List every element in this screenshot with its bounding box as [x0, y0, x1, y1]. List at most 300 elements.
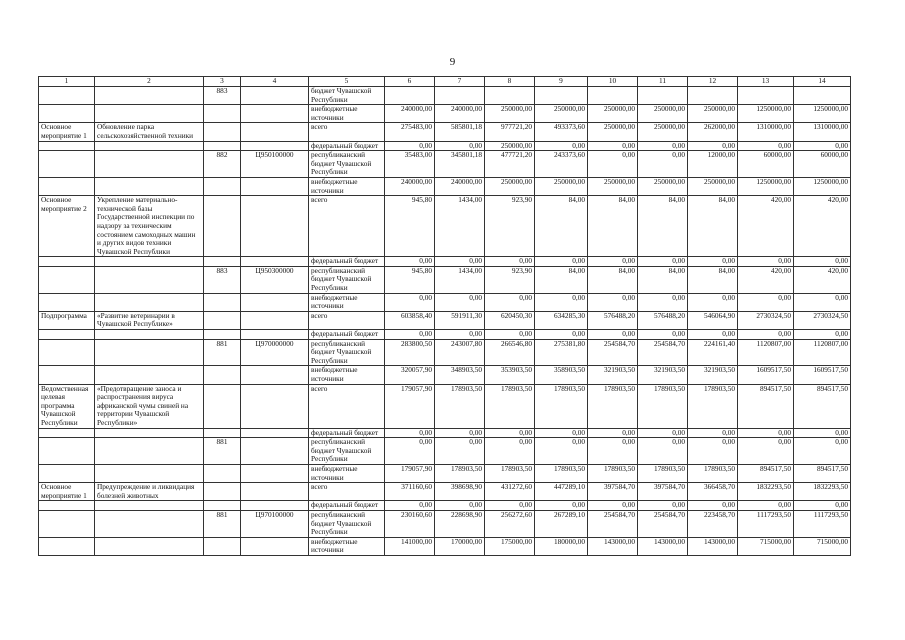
amount-cell: 180000,00 — [535, 537, 588, 555]
funding-source-cell: внебюджетные источники — [309, 366, 385, 384]
admin-code-cell — [204, 141, 241, 151]
table-row — [39, 501, 851, 511]
amount-cell — [738, 87, 794, 105]
budget-table — [38, 76, 851, 556]
table-row — [39, 177, 851, 195]
amount-cell: 60000,00 — [738, 151, 794, 178]
admin-code-cell — [204, 537, 241, 555]
amount-cell: 175000,00 — [485, 537, 535, 555]
amount-cell: 0,00 — [638, 257, 688, 267]
amount-cell: 0,00 — [794, 141, 851, 151]
admin-code-cell: 883 — [204, 87, 241, 105]
amount-cell: 0,00 — [688, 330, 738, 340]
measure-type-cell — [39, 177, 95, 195]
funding-source-cell: всего — [309, 483, 385, 501]
amount-cell: 894517,50 — [738, 464, 794, 482]
funding-source-cell: федеральный бюджет — [309, 257, 385, 267]
amount-cell: 0,00 — [794, 438, 851, 465]
funding-source-cell: республиканский бюджет Чувашской Республики — [309, 339, 385, 366]
measure-type-cell — [39, 257, 95, 267]
table-row — [39, 537, 851, 555]
amount-cell: 84,00 — [588, 196, 638, 257]
measure-name-cell — [95, 366, 204, 384]
amount-cell: 420,00 — [738, 266, 794, 293]
amount-cell: 250000,00 — [638, 123, 688, 141]
amount-cell: 431272,60 — [485, 483, 535, 501]
amount-cell: 397584,70 — [638, 483, 688, 501]
amount-cell: 254584,70 — [638, 339, 688, 366]
amount-cell: 0,00 — [794, 293, 851, 311]
measure-name-cell — [95, 266, 204, 293]
table-row — [39, 105, 851, 123]
admin-code-cell — [204, 196, 241, 257]
amount-cell: 178903,50 — [638, 384, 688, 428]
amount-cell: 321903,50 — [688, 366, 738, 384]
amount-cell: 620450,30 — [485, 311, 535, 329]
measure-name-cell — [95, 177, 204, 195]
amount-cell: 0,00 — [535, 293, 588, 311]
measure-type-cell — [39, 293, 95, 311]
measure-type-cell: Основное мероприятие 2 — [39, 196, 95, 257]
target-code-cell — [241, 537, 309, 555]
amount-cell: 178903,50 — [535, 384, 588, 428]
amount-cell: 945,80 — [385, 196, 435, 257]
amount-cell: 0,00 — [535, 501, 588, 511]
amount-cell: 0,00 — [588, 330, 638, 340]
amount-cell: 0,00 — [794, 501, 851, 511]
funding-source-cell: всего — [309, 311, 385, 329]
admin-code-cell — [204, 464, 241, 482]
amount-cell: 1250000,00 — [738, 105, 794, 123]
amount-cell — [385, 87, 435, 105]
funding-source-cell: федеральный бюджет — [309, 330, 385, 340]
amount-cell: 0,00 — [535, 428, 588, 438]
amount-cell: 0,00 — [688, 257, 738, 267]
admin-code-cell — [204, 257, 241, 267]
measure-name-cell — [95, 339, 204, 366]
amount-cell: 230160,60 — [385, 510, 435, 537]
amount-cell: 715000,00 — [738, 537, 794, 555]
amount-cell: 250000,00 — [638, 177, 688, 195]
target-code-cell — [241, 438, 309, 465]
amount-cell: 250000,00 — [485, 105, 535, 123]
target-code-cell — [241, 483, 309, 501]
measure-name-cell — [95, 501, 204, 511]
measure-type-cell — [39, 438, 95, 465]
amount-cell: 0,00 — [385, 501, 435, 511]
amount-cell: 894517,50 — [738, 384, 794, 428]
amount-cell: 0,00 — [638, 428, 688, 438]
admin-code-cell — [204, 330, 241, 340]
amount-cell: 250000,00 — [688, 177, 738, 195]
amount-cell: 243007,80 — [435, 339, 485, 366]
measure-type-cell: Ведомственная целевая программа Чувашской Республики — [39, 384, 95, 428]
funding-source-cell: всего — [309, 384, 385, 428]
funding-source-cell: республиканский бюджет Чувашской Республики — [309, 266, 385, 293]
column-number: 4 — [241, 77, 309, 87]
amount-cell: 0,00 — [638, 151, 688, 178]
table-row — [39, 366, 851, 384]
amount-cell: 143000,00 — [638, 537, 688, 555]
table-row — [39, 510, 851, 537]
amount-cell: 0,00 — [638, 141, 688, 151]
amount-cell: 585801,18 — [435, 123, 485, 141]
amount-cell: 0,00 — [588, 151, 638, 178]
amount-cell: 240000,00 — [385, 177, 435, 195]
amount-cell: 0,00 — [385, 293, 435, 311]
amount-cell: 178903,50 — [535, 464, 588, 482]
amount-cell: 0,00 — [688, 438, 738, 465]
amount-cell: 224161,40 — [688, 339, 738, 366]
amount-cell: 267289,10 — [535, 510, 588, 537]
amount-cell: 1117293,50 — [794, 510, 851, 537]
amount-cell: 0,00 — [385, 257, 435, 267]
column-number-row — [39, 77, 851, 87]
amount-cell: 266546,80 — [485, 339, 535, 366]
amount-cell: 250000,00 — [588, 105, 638, 123]
measure-name-cell — [95, 293, 204, 311]
amount-cell: 178903,50 — [638, 464, 688, 482]
target-code-cell: Ц950100000 — [241, 151, 309, 178]
admin-code-cell — [204, 483, 241, 501]
amount-cell: 923,90 — [485, 266, 535, 293]
amount-cell: 1832293,50 — [738, 483, 794, 501]
column-number: 7 — [435, 77, 485, 87]
column-number: 8 — [485, 77, 535, 87]
measure-name-cell — [95, 510, 204, 537]
amount-cell: 345801,18 — [435, 151, 485, 178]
amount-cell: 0,00 — [435, 428, 485, 438]
amount-cell: 397584,70 — [588, 483, 638, 501]
table-row — [39, 293, 851, 311]
table-row — [39, 141, 851, 151]
page-number: 9 — [449, 56, 456, 68]
amount-cell: 240000,00 — [435, 177, 485, 195]
amount-cell: 0,00 — [738, 428, 794, 438]
amount-cell: 250000,00 — [485, 141, 535, 151]
measure-name-cell — [95, 438, 204, 465]
amount-cell: 0,00 — [435, 438, 485, 465]
amount-cell: 0,00 — [435, 330, 485, 340]
column-number: 12 — [688, 77, 738, 87]
amount-cell: 254584,70 — [588, 339, 638, 366]
amount-cell: 576488,20 — [638, 311, 688, 329]
amount-cell: 250000,00 — [535, 177, 588, 195]
measure-name-cell — [95, 537, 204, 555]
measure-type-cell — [39, 501, 95, 511]
amount-cell: 447289,10 — [535, 483, 588, 501]
funding-source-cell: всего — [309, 123, 385, 141]
measure-name-cell — [95, 428, 204, 438]
amount-cell: 0,00 — [588, 141, 638, 151]
measure-name-cell — [95, 105, 204, 123]
amount-cell: 35483,00 — [385, 151, 435, 178]
table-row — [39, 330, 851, 340]
amount-cell: 141000,00 — [385, 537, 435, 555]
funding-source-cell: внебюджетные источники — [309, 537, 385, 555]
amount-cell: 576488,20 — [588, 311, 638, 329]
measure-type-cell — [39, 464, 95, 482]
amount-cell: 0,00 — [688, 141, 738, 151]
amount-cell: 0,00 — [535, 330, 588, 340]
amount-cell: 0,00 — [688, 428, 738, 438]
column-number: 6 — [385, 77, 435, 87]
amount-cell: 0,00 — [794, 330, 851, 340]
amount-cell: 591911,30 — [435, 311, 485, 329]
target-code-cell — [241, 257, 309, 267]
measure-name-cell: Укрепление материально-технической базы Государственной инспекции по надзору за техническим состоянием самоходных машин и других видов техники Чувашской Республики — [95, 196, 204, 257]
amount-cell: 0,00 — [535, 257, 588, 267]
target-code-cell — [241, 501, 309, 511]
admin-code-cell — [204, 428, 241, 438]
amount-cell: 256272,60 — [485, 510, 535, 537]
amount-cell: 143000,00 — [688, 537, 738, 555]
column-number: 11 — [638, 77, 688, 87]
amount-cell: 178903,50 — [485, 464, 535, 482]
admin-code-cell: 883 — [204, 266, 241, 293]
amount-cell: 179057,90 — [385, 464, 435, 482]
amount-cell: 250000,00 — [588, 123, 638, 141]
admin-code-cell: 881 — [204, 510, 241, 537]
target-code-cell — [241, 87, 309, 105]
admin-code-cell — [204, 177, 241, 195]
amount-cell: 0,00 — [588, 428, 638, 438]
amount-cell: 0,00 — [435, 257, 485, 267]
table-row — [39, 428, 851, 438]
amount-cell: 348903,50 — [435, 366, 485, 384]
amount-cell — [485, 87, 535, 105]
amount-cell: 84,00 — [688, 196, 738, 257]
funding-source-cell: республиканский бюджет Чувашской Республики — [309, 510, 385, 537]
amount-cell: 358903,50 — [535, 366, 588, 384]
amount-cell: 243373,60 — [535, 151, 588, 178]
amount-cell: 321903,50 — [588, 366, 638, 384]
funding-source-cell: внебюджетные источники — [309, 177, 385, 195]
amount-cell: 0,00 — [485, 330, 535, 340]
target-code-cell — [241, 141, 309, 151]
amount-cell: 603858,40 — [385, 311, 435, 329]
column-number: 14 — [794, 77, 851, 87]
amount-cell: 84,00 — [535, 196, 588, 257]
amount-cell: 894517,50 — [794, 384, 851, 428]
amount-cell: 0,00 — [738, 293, 794, 311]
amount-cell: 178903,50 — [588, 464, 638, 482]
amount-cell: 2730324,50 — [738, 311, 794, 329]
column-number: 3 — [204, 77, 241, 87]
measure-type-cell — [39, 105, 95, 123]
target-code-cell: Ц970100000 — [241, 510, 309, 537]
amount-cell: 250000,00 — [535, 105, 588, 123]
funding-source-cell: всего — [309, 196, 385, 257]
amount-cell: 178903,50 — [435, 384, 485, 428]
amount-cell: 1609517,50 — [738, 366, 794, 384]
amount-cell: 170000,00 — [435, 537, 485, 555]
amount-cell: 250000,00 — [638, 105, 688, 123]
amount-cell: 398698,90 — [435, 483, 485, 501]
measure-type-cell — [39, 366, 95, 384]
amount-cell — [638, 87, 688, 105]
admin-code-cell — [204, 384, 241, 428]
measure-type-cell — [39, 510, 95, 537]
table-row — [39, 151, 851, 178]
amount-cell: 1434,00 — [435, 266, 485, 293]
table-row — [39, 196, 851, 257]
amount-cell: 178903,50 — [588, 384, 638, 428]
admin-code-cell — [204, 105, 241, 123]
amount-cell: 894517,50 — [794, 464, 851, 482]
measure-name-cell — [95, 257, 204, 267]
amount-cell: 0,00 — [638, 293, 688, 311]
amount-cell: 0,00 — [794, 428, 851, 438]
measure-name-cell: Обновление парка сельскохозяйственной техники — [95, 123, 204, 141]
amount-cell: 1117293,50 — [738, 510, 794, 537]
table-row — [39, 311, 851, 329]
table-row — [39, 123, 851, 141]
table-row — [39, 384, 851, 428]
target-code-cell — [241, 464, 309, 482]
measure-type-cell — [39, 87, 95, 105]
amount-cell: 0,00 — [385, 428, 435, 438]
column-number: 2 — [95, 77, 204, 87]
target-code-cell: Ц950300000 — [241, 266, 309, 293]
admin-code-cell: 881 — [204, 438, 241, 465]
amount-cell: 0,00 — [738, 257, 794, 267]
amount-cell: 143000,00 — [588, 537, 638, 555]
amount-cell: 178903,50 — [688, 464, 738, 482]
amount-cell: 12000,00 — [688, 151, 738, 178]
amount-cell: 0,00 — [485, 438, 535, 465]
amount-cell: 0,00 — [638, 330, 688, 340]
amount-cell: 250000,00 — [688, 105, 738, 123]
amount-cell: 283800,50 — [385, 339, 435, 366]
amount-cell — [588, 87, 638, 105]
funding-source-cell: федеральный бюджет — [309, 501, 385, 511]
amount-cell: 353903,50 — [485, 366, 535, 384]
amount-cell: 178903,50 — [688, 384, 738, 428]
amount-cell: 0,00 — [638, 501, 688, 511]
measure-type-cell: Подпрограмма — [39, 311, 95, 329]
target-code-cell — [241, 428, 309, 438]
amount-cell: 1832293,50 — [794, 483, 851, 501]
amount-cell: 0,00 — [688, 501, 738, 511]
amount-cell: 84,00 — [588, 266, 638, 293]
amount-cell: 275381,80 — [535, 339, 588, 366]
funding-source-cell: республиканский бюджет Чувашской Республики — [309, 151, 385, 178]
funding-source-cell: бюджет Чувашской Республики — [309, 87, 385, 105]
target-code-cell — [241, 123, 309, 141]
amount-cell: 240000,00 — [435, 105, 485, 123]
measure-type-cell — [39, 537, 95, 555]
admin-code-cell — [204, 293, 241, 311]
amount-cell: 1120807,00 — [794, 339, 851, 366]
amount-cell: 0,00 — [535, 141, 588, 151]
amount-cell: 420,00 — [738, 196, 794, 257]
amount-cell: 0,00 — [385, 438, 435, 465]
amount-cell: 0,00 — [738, 438, 794, 465]
amount-cell: 0,00 — [435, 293, 485, 311]
amount-cell: 0,00 — [588, 257, 638, 267]
admin-code-cell — [204, 311, 241, 329]
amount-cell: 2730324,50 — [794, 311, 851, 329]
amount-cell: 1120807,00 — [738, 339, 794, 366]
amount-cell: 254584,70 — [638, 510, 688, 537]
amount-cell: 1310000,00 — [738, 123, 794, 141]
amount-cell: 0,00 — [385, 141, 435, 151]
admin-code-cell: 881 — [204, 339, 241, 366]
amount-cell: 0,00 — [485, 428, 535, 438]
amount-cell: 0,00 — [485, 501, 535, 511]
measure-type-cell — [39, 151, 95, 178]
amount-cell: 84,00 — [638, 196, 688, 257]
measure-type-cell: Основное мероприятие 1 — [39, 123, 95, 141]
amount-cell: 0,00 — [485, 257, 535, 267]
amount-cell: 0,00 — [385, 330, 435, 340]
amount-cell: 0,00 — [738, 501, 794, 511]
amount-cell: 179057,90 — [385, 384, 435, 428]
amount-cell: 366458,70 — [688, 483, 738, 501]
column-number: 5 — [309, 77, 385, 87]
table-row — [39, 87, 851, 105]
amount-cell — [535, 87, 588, 105]
admin-code-cell — [204, 366, 241, 384]
admin-code-cell: 882 — [204, 151, 241, 178]
amount-cell: 275483,00 — [385, 123, 435, 141]
target-code-cell — [241, 366, 309, 384]
amount-cell: 634285,30 — [535, 311, 588, 329]
amount-cell — [794, 87, 851, 105]
amount-cell — [435, 87, 485, 105]
column-number: 13 — [738, 77, 794, 87]
table-row — [39, 339, 851, 366]
amount-cell: 977721,20 — [485, 123, 535, 141]
amount-cell: 178903,50 — [435, 464, 485, 482]
amount-cell: 1310000,00 — [794, 123, 851, 141]
amount-cell: 84,00 — [688, 266, 738, 293]
amount-cell: 477721,20 — [485, 151, 535, 178]
measure-name-cell — [95, 87, 204, 105]
amount-cell: 0,00 — [485, 293, 535, 311]
amount-cell: 1434,00 — [435, 196, 485, 257]
amount-cell: 0,00 — [588, 293, 638, 311]
measure-name-cell: «Предотвращение заноса и распространения вируса африканской чумы свиней на территории Чувашской Республики» — [95, 384, 204, 428]
funding-source-cell: федеральный бюджет — [309, 428, 385, 438]
measure-type-cell — [39, 330, 95, 340]
table-row — [39, 266, 851, 293]
measure-type-cell — [39, 266, 95, 293]
amount-cell: 250000,00 — [485, 177, 535, 195]
amount-cell: 0,00 — [738, 141, 794, 151]
measure-name-cell: «Развитие ветеринарии в Чувашской Республике» — [95, 311, 204, 329]
admin-code-cell — [204, 501, 241, 511]
measure-name-cell — [95, 464, 204, 482]
amount-cell: 0,00 — [688, 293, 738, 311]
amount-cell: 0,00 — [435, 501, 485, 511]
amount-cell — [688, 87, 738, 105]
measure-type-cell: Основное мероприятие 1 — [39, 483, 95, 501]
funding-source-cell: республиканский бюджет Чувашской Республики — [309, 438, 385, 465]
amount-cell: 923,90 — [485, 196, 535, 257]
measure-type-cell — [39, 428, 95, 438]
amount-cell: 254584,70 — [588, 510, 638, 537]
amount-cell: 1250000,00 — [794, 177, 851, 195]
amount-cell: 1609517,50 — [794, 366, 851, 384]
amount-cell: 321903,50 — [638, 366, 688, 384]
column-number: 1 — [39, 77, 95, 87]
amount-cell: 420,00 — [794, 266, 851, 293]
amount-cell: 0,00 — [435, 141, 485, 151]
measure-name-cell — [95, 141, 204, 151]
amount-cell: 715000,00 — [794, 537, 851, 555]
